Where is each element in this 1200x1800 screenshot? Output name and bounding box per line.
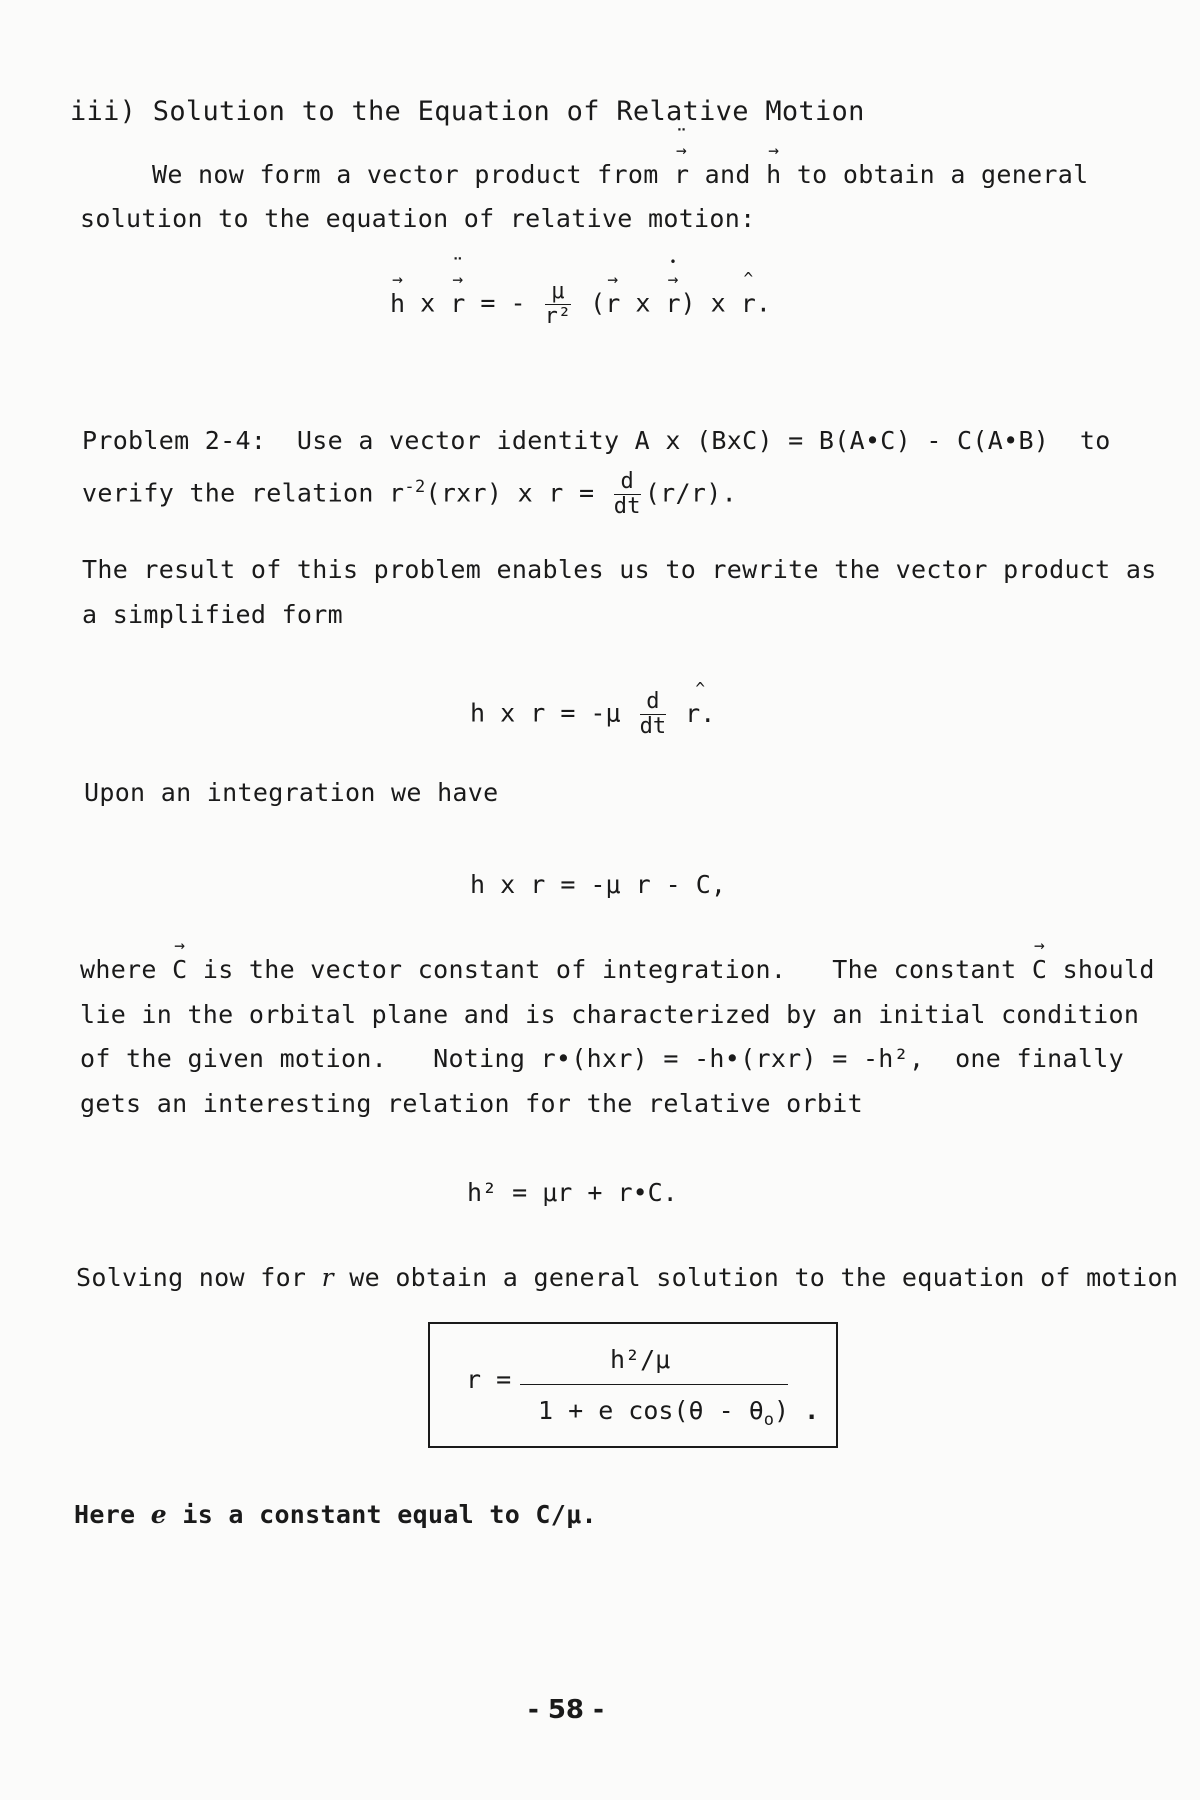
equation-3 xyxy=(470,870,726,899)
eq1-r-ddot: → r ¨ xyxy=(450,289,465,318)
boxed-den-close: ) xyxy=(774,1396,790,1425)
problem-text-a: Use a vector identity xyxy=(296,426,620,455)
eq2-fraction xyxy=(640,690,667,739)
problem-fraction-den: dt xyxy=(613,494,641,519)
boxed-numerator: h²/μ xyxy=(610,1345,671,1374)
boxed-lhs: r = xyxy=(466,1365,512,1394)
problem-identity: A x (BxC) = B(A•C) - C(A•B) xyxy=(634,426,1050,455)
eq1-h: → h xyxy=(390,289,405,318)
eq2-equals: = -μ xyxy=(560,698,621,728)
eq2-numerator: d xyxy=(640,690,667,715)
eq3-lhs: h x r xyxy=(470,870,546,899)
eq1-denominator: r² xyxy=(544,304,572,329)
where-line3-b: Noting xyxy=(433,1044,526,1073)
eq1-r-hat: ^ r xyxy=(741,289,756,318)
solving-var: r xyxy=(321,1263,334,1292)
problem-label: Problem 2-4: xyxy=(82,426,267,455)
solving-text-a: Solving now for xyxy=(76,1263,307,1292)
closing-line xyxy=(74,1500,597,1529)
problem-fraction xyxy=(614,470,641,519)
eq2-rhs: ^ r. xyxy=(685,699,715,728)
problem-relation-r: r xyxy=(389,478,405,508)
where-line-4: gets an interesting relation for the relative orbit xyxy=(80,1089,863,1118)
boxed-denominator xyxy=(538,1396,819,1430)
solving-line xyxy=(76,1263,1178,1292)
eq1-cross-3: x xyxy=(710,288,726,318)
closing-text-a: Here xyxy=(74,1500,136,1529)
eq1-cross-2: x xyxy=(635,288,651,318)
intro-line-2: solution to the equation of relative motion: xyxy=(80,204,756,233)
intro-and: and xyxy=(704,160,751,189)
where-line-1 xyxy=(80,955,1155,984)
problem-text-b: to xyxy=(1079,426,1111,455)
boxed-den-sub: o xyxy=(763,1410,775,1430)
eq1-r: → r xyxy=(605,289,620,318)
eq1-fraction xyxy=(545,280,572,329)
eq2-lhs: h x r xyxy=(470,698,546,728)
problem-relation-exponent: -2 xyxy=(404,477,426,498)
where-line-3 xyxy=(80,1044,1124,1073)
intro-text-b: to obtain a general xyxy=(796,160,1089,189)
problem-line-1 xyxy=(82,426,1111,455)
solving-text-b: we obtain a general solution to the equation of motion xyxy=(349,1263,1179,1292)
eq1-close: ) xyxy=(680,288,696,318)
where-text-b: is the vector constant of integration. xyxy=(202,955,787,984)
problem-relation-end: (r/r). xyxy=(644,478,737,508)
where-line3-a: of the given motion. xyxy=(80,1044,388,1073)
closing-var: e xyxy=(150,1500,167,1529)
eq1-open: ( xyxy=(590,288,606,318)
problem-line2-text: verify the relation xyxy=(82,478,374,508)
page-number: - 58 - xyxy=(528,1695,604,1725)
equation-2 xyxy=(470,690,715,739)
where-line-2: lie in the orbital plane and is characterized by an initial condition xyxy=(80,1000,1140,1029)
intro-text-a: We now form a vector product from xyxy=(152,160,659,189)
where-text-a: where xyxy=(80,955,157,984)
problem-fraction-num: d xyxy=(614,470,641,495)
closing-text-b: is a constant equal to C/μ. xyxy=(182,1500,597,1529)
boxed-fraction-bar xyxy=(520,1384,788,1385)
vector-c: → C xyxy=(172,955,187,984)
vector-h: → h xyxy=(766,160,781,189)
where-line3-c: one finally xyxy=(955,1044,1124,1073)
result-line-1: The result of this problem enables us to rewrite the vector product as xyxy=(82,555,1157,584)
boxed-dot: . xyxy=(804,1396,820,1425)
eq2-denominator: dt xyxy=(639,714,667,739)
result-line-2: a simplified form xyxy=(82,600,343,629)
eq1-cross-1: x xyxy=(420,288,436,318)
problem-line-2 xyxy=(82,470,737,519)
integration-text: Upon an integration we have xyxy=(84,778,499,807)
eq1-equals: = - xyxy=(480,288,526,318)
where-text-e: should xyxy=(1062,955,1155,984)
where-line3-formula: r•(hxr) = -h•(rxr) = -h², xyxy=(540,1044,925,1073)
eq1-r-dot: → r • xyxy=(665,289,680,318)
equation-4: h² = μr + r•C. xyxy=(467,1178,678,1207)
vector-r-double-dot: → r ¨ xyxy=(674,160,689,189)
eq1-period: . xyxy=(755,288,771,318)
section-heading: iii) Solution to the Equation of Relative Motion xyxy=(70,96,865,127)
where-text-d: The constant xyxy=(832,955,1017,984)
vector-c-2: → C xyxy=(1032,955,1047,984)
boxed-den-text: 1 + e cos(θ - θ xyxy=(538,1396,764,1425)
intro-line-1 xyxy=(152,160,1089,189)
problem-relation-mid: (rxr) x r = xyxy=(425,478,595,508)
eq3-rhs: = -μ r - C, xyxy=(560,870,726,899)
equation-1 xyxy=(390,280,771,329)
eq1-numerator: μ xyxy=(545,280,572,305)
